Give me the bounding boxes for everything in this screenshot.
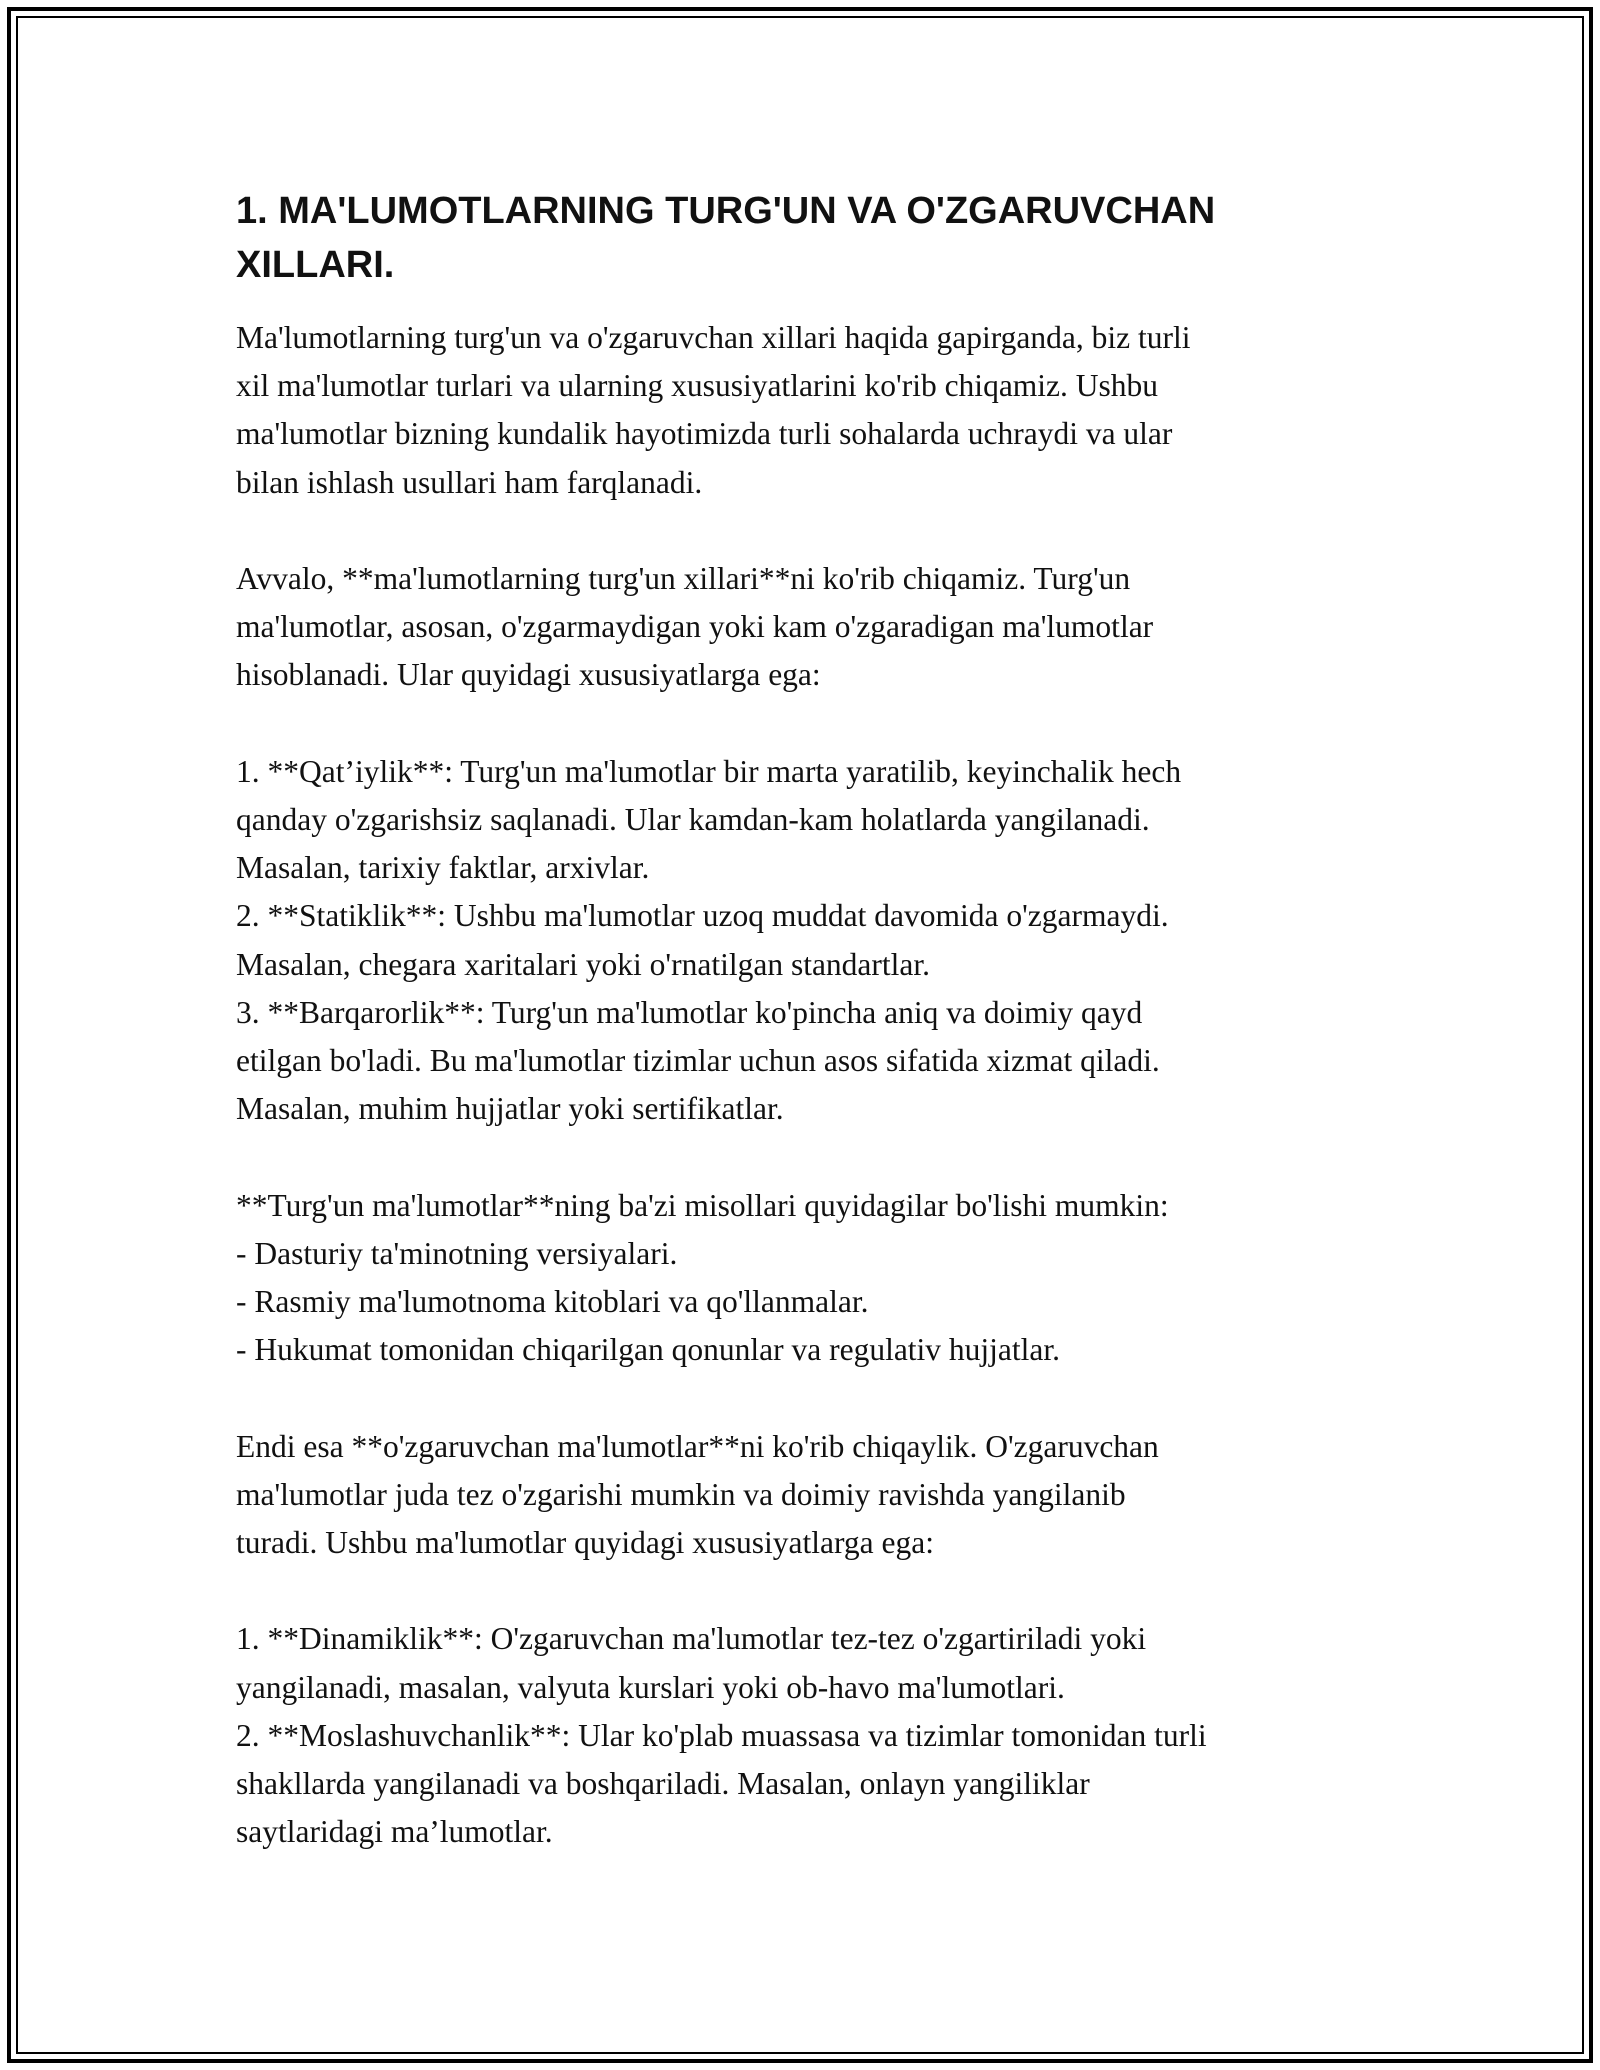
text-line: hisoblanadi. Ular quyidagi xususiyatlarga ega: — [236, 657, 821, 693]
paragraph — [236, 1423, 1376, 1568]
text-line: Masalan, chegara xaritalari yoki o'rnatilgan standartlar. — [236, 946, 931, 982]
paragraph-spacer — [236, 1567, 1376, 1615]
paragraph-spacer — [236, 700, 1376, 748]
text-line: - Rasmiy ma'lumotnoma kitoblari va qo'llanmalar. — [236, 1284, 869, 1320]
text-line: shakllarda yangilanadi va boshqariladi. Masalan, onlayn yangiliklar — [236, 1766, 1090, 1802]
text-line: - Hukumat tomonidan chiqarilgan qonunlar va regulativ hujjatlar. — [236, 1332, 1061, 1368]
paragraph — [236, 555, 1376, 700]
paragraph-spacer — [236, 1374, 1376, 1422]
text-line: 1. **Qat’iylik**: Turg'un ma'lumotlar bir marta yaratilib, keyinchalik hech — [236, 753, 1182, 789]
paragraph — [236, 1182, 1376, 1375]
text-line: xil ma'lumotlar turlari va ularning xususiyatlarini ko'rib chiqamiz. Ushbu — [236, 368, 1159, 404]
text-line: **Turg'un ma'lumotlar**ning ba'zi misollari quyidagilar bo'lishi mumkin: — [236, 1187, 1169, 1223]
document-title: 1. MA'LUMOTLARNING TURG'UN VA O'ZGARUVCHAN XILLARI. — [236, 190, 1216, 286]
text-line: 2. **Moslashuvchanlik**: Ular ko'plab muassasa va tizimlar tomonidan turli — [236, 1717, 1207, 1753]
paragraph-spacer — [236, 1133, 1376, 1181]
paragraph — [236, 314, 1376, 507]
text-line: - Dasturiy ta'minotning versiyalari. — [236, 1235, 678, 1271]
paragraph-spacer — [236, 507, 1376, 555]
text-line: 3. **Barqarorlik**: Turg'un ma'lumotlar ko'pincha aniq va doimiy qayd — [236, 994, 1143, 1030]
document-body — [236, 184, 1376, 1856]
text-line: turadi. Ushbu ma'lumotlar quyidagi xususiyatlarga ega: — [236, 1525, 934, 1561]
text-line: saytlaridagi ma’lumotlar. — [236, 1814, 553, 1850]
text-line: 1. **Dinamiklik**: O'zgaruvchan ma'lumotlar tez-tez o'zgartiriladi yoki — [236, 1621, 1147, 1657]
text-line: etilgan bo'ladi. Bu ma'lumotlar tizimlar uchun asos sifatida xizmat qiladi. — [236, 1043, 1160, 1079]
text-line: ma'lumotlar, asosan, o'zgarmaydigan yoki kam o'zgaradigan ma'lumotlar — [236, 609, 1154, 645]
text-line: ma'lumotlar bizning kundalik hayotimizda turli sohalarda uchraydi va ular — [236, 416, 1173, 452]
text-line: Avvalo, **ma'lumotlarning turg'un xillari**ni ko'rib chiqamiz. Turg'un — [236, 561, 1131, 596]
text-line: Endi esa **o'zgaruvchan ma'lumotlar**ni ko'rib chiqaylik. O'zgaruvchan — [236, 1428, 1159, 1464]
text-line: yangilanadi, masalan, valyuta kurslari yoki ob-havo ma'lumotlari. — [236, 1669, 1065, 1705]
text-line: 2. **Statiklik**: Ushbu ma'lumotlar uzoq muddat davomida o'zgarmaydi. — [236, 898, 1169, 934]
text-line: Masalan, muhim hujjatlar yoki sertifikatlar. — [236, 1091, 784, 1127]
text-line: ma'lumotlar juda tez o'zgarishi mumkin va doimiy ravishda yangilanib — [236, 1476, 1126, 1512]
text-line: bilan ishlash usullari ham farqlanadi. — [236, 464, 703, 500]
text-line: Masalan, tarixiy faktlar, arxivlar. — [236, 850, 650, 886]
text-line: qanday o'zgarishsiz saqlanadi. Ular kamdan-kam holatlarda yangilanadi. — [236, 802, 1150, 837]
paragraph — [236, 748, 1376, 1134]
paragraph — [236, 1615, 1376, 1856]
text-line: Ma'lumotlarning turg'un va o'zgaruvchan xillari haqida gapirganda, biz turli — [236, 320, 1191, 355]
paragraph-container — [236, 314, 1376, 1856]
